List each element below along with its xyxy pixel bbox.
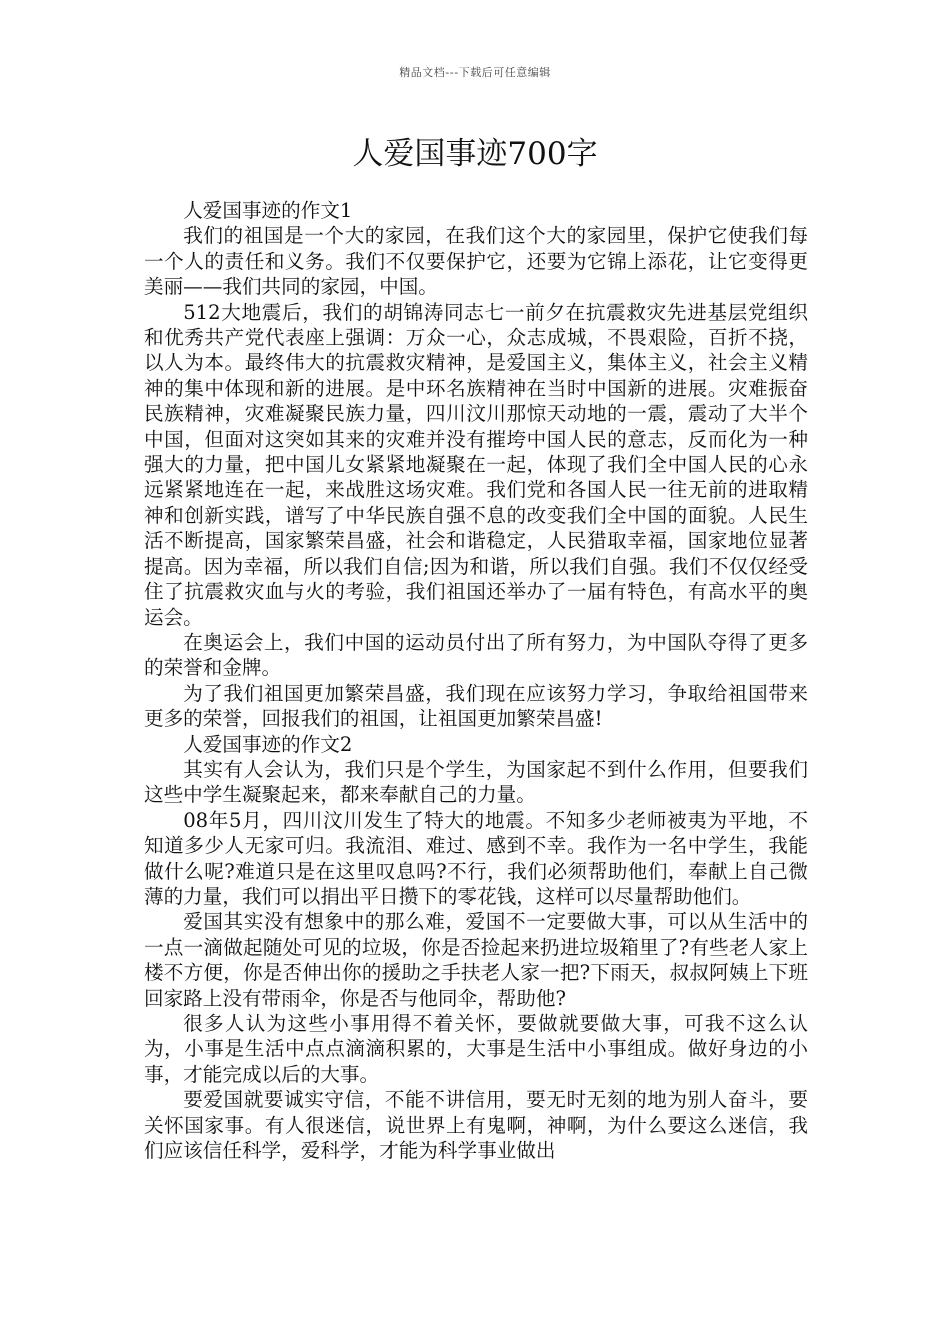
document-title: 人爱国事迹700字 — [352, 136, 598, 172]
paragraph: 其实有人会认为，我们只是个学生，为国家起不到什么作用，但要我们这些中学生凝聚起来，都来奉献自己的力量。 — [144, 757, 808, 807]
paragraph: 08年5月，四川汶川发生了特大的地震。不知多少老师被夷为平地，不知道多少人无家可归。我流泪、难过、感到不幸。我作为一名中学生，我能做什么呢?难道只是在这里叹息吗?不行，我们必须帮助他们，奉献上自己微薄的力量，我们可以捐出平日攒下的零花钱，这样可以尽量帮助他们。 — [144, 808, 808, 908]
paragraph: 为了我们祖国更加繁荣昌盛，我们现在应该努力学习，争取给祖国带来更多的荣誉，回报我们的祖国，让祖国更加繁荣昌盛! — [144, 681, 808, 731]
paragraph: 爱国其实没有想象中的那么难，爱国不一定要做大事，可以从生活中的一点一滴做起随处可见的垃圾，你是否捡起来扔进垃圾箱里了?有些老人家上楼不方便，你是否伸出你的援助之手扶老人家一把?下雨天，叔叔阿姨上下班回家路上没有带雨伞，你是否与他同伞，帮助他? — [144, 910, 808, 1010]
paragraph: 很多人认为这些小事用得不着关怀，要做就要做大事，可我不这么认为，小事是生活中点点滴滴积累的，大事是生活中小事组成。做好身边的小事，才能完成以后的大事。 — [144, 1012, 808, 1086]
paragraph: 要爱国就要诚实守信，不能不讲信用，要无时无刻的地为别人奋斗，要关怀国家事。有人很迷信，说世界上有鬼啊，神啊，为什么要这么迷信，我们应该信任科学，爱科学，才能为科学事业做出 — [144, 1088, 808, 1163]
paragraph: 我们的祖国是一个大的家园，在我们这个大的家园里，保护它使我们每一个人的责任和义务。我们不仅要保护它，还要为它锦上添花，让它变得更美丽——我们共同的家园，中国。 — [144, 224, 808, 299]
paragraph: 在奥运会上，我们中国的运动员付出了所有努力，为中国队夺得了更多的荣誉和金牌。 — [144, 630, 808, 680]
page-header: 精品文档---下载后可任意编辑 — [399, 66, 551, 79]
paragraph: 512大地震后，我们的胡锦涛同志七一前夕在抗震救灾先进基层党组织和优秀共产党代表座上强调：万众一心，众志成城，不畏艰险，百折不挠，以人为本。最终伟大的抗震救灾精神，是爱国主义，集体主义，社会主义精神的集中体现和新的进展。是中环名族精神在当时中国新的进展。灾难振奋民族精神，灾难凝聚民族力量，四川汶川那惊天动地的一震，震动了大半个中国，但面对这突如其来的灾难并没有摧垮中国人民的意志，反而化为一种强大的力量，把中国儿女紧紧地凝聚在一起，体现了我们全中国人民的心永远紧紧地连在一起，来战胜这场灾难。我们党和各国人民一往无前的进取精神和创新实践，谱写了中华民族自强不息的改变我们全中国的面貌。人民生活不断提高，国家繁荣昌盛，社会和谐稳定，人民猎取幸福，国家地位显著提高。因为幸福，所以我们自信;因为和谐，所以我们自强。我们不仅仅经受住了抗震救灾血与火的考验，我们祖国还举办了一届有特色，有高水平的奥运会。 — [144, 300, 808, 629]
section-heading: 人爱国事迹的作文2 — [183, 732, 353, 756]
section-heading: 人爱国事迹的作文1 — [183, 199, 353, 222]
document-body — [144, 198, 808, 1163]
